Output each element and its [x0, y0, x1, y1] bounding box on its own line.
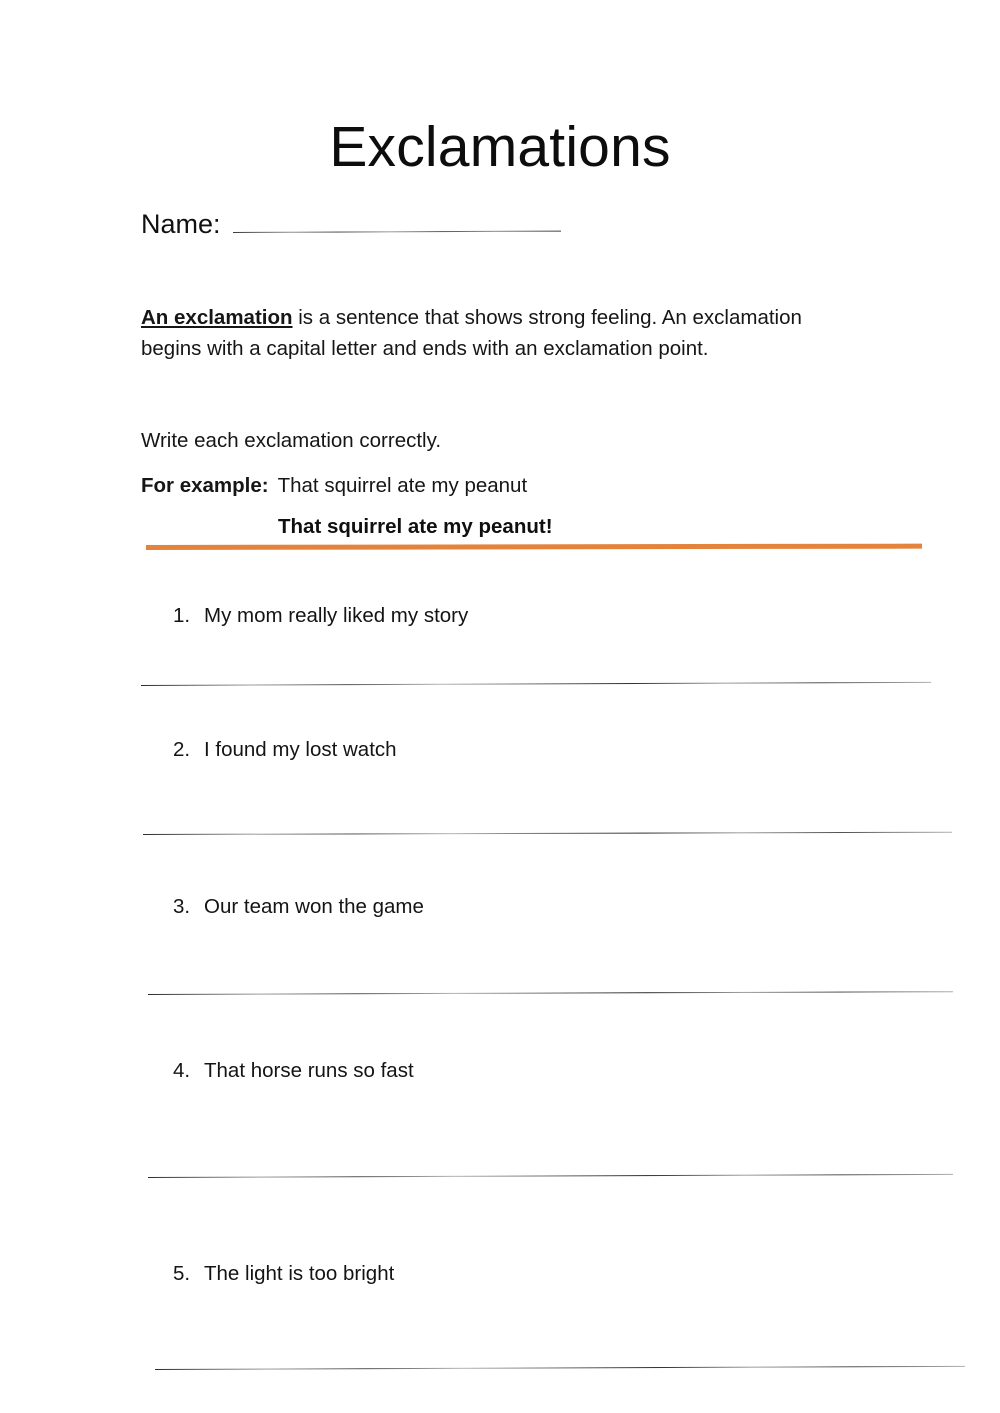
answer-line-2[interactable]: [143, 832, 952, 835]
name-label: Name:: [141, 209, 221, 239]
example-answer: That squirrel ate my peanut!: [278, 515, 553, 538]
question-number: 2.: [173, 738, 191, 761]
question-item-5: [173, 1259, 394, 1289]
name-blank-line[interactable]: [233, 231, 561, 233]
question-text: I found my lost watch: [204, 738, 397, 761]
orange-divider: [146, 544, 922, 550]
question-number: 5.: [173, 1262, 191, 1285]
instruction-text: Write each exclamation correctly.: [141, 429, 442, 452]
answer-line-3[interactable]: [148, 991, 953, 995]
question-item-2: [173, 735, 397, 765]
example-sentence: That squirrel ate my peanut: [277, 474, 528, 497]
name-field-row: [141, 209, 561, 240]
question-text: My mom really liked my story: [204, 604, 469, 627]
question-item-1: [173, 601, 468, 631]
definition-text: is a sentence that shows strong feeling. An exclamation begins with a capital letter and ends with an exclamation point.: [141, 306, 802, 360]
question-text: The light is too bright: [204, 1262, 395, 1285]
question-text: That horse runs so fast: [204, 1059, 414, 1082]
question-number: 4.: [173, 1059, 191, 1082]
question-item-4: [173, 1056, 414, 1086]
example-label: For example:: [141, 474, 269, 497]
question-number: 1.: [173, 604, 191, 627]
answer-line-4[interactable]: [148, 1174, 953, 1178]
question-item-3: [173, 892, 424, 922]
definition-paragraph: [141, 302, 841, 364]
question-number: 3.: [173, 895, 191, 918]
example-row: [141, 470, 527, 501]
answer-line-1[interactable]: [141, 682, 931, 686]
definition-term: An exclamation: [141, 306, 293, 329]
answer-line-5[interactable]: [155, 1366, 965, 1370]
question-text: Our team won the game: [204, 895, 424, 918]
page-title: Exclamations: [329, 115, 671, 179]
